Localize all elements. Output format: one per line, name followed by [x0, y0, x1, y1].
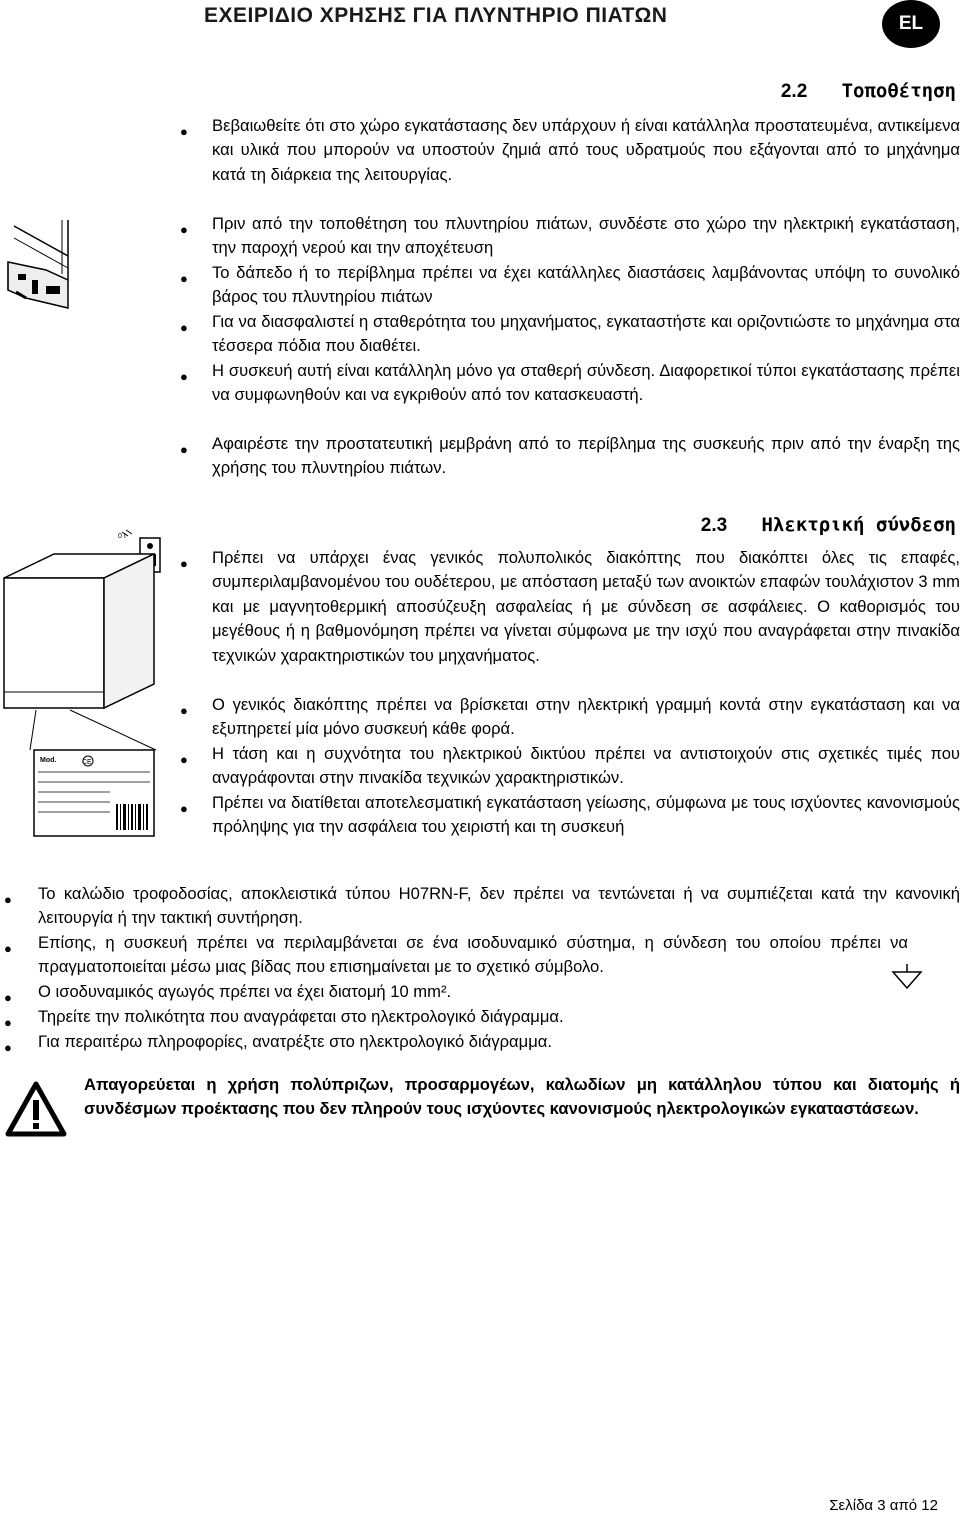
bullet-icon: ●	[180, 271, 188, 286]
installation-bullet-3: Το δάπεδο ή το περίβλημα πρέπει να έχει κατάλληλες διαστάσεις λαμβάνοντας υπόψη το συνολικό βάρος του πλυντηρίου πιάτων	[212, 263, 960, 307]
nameplate-model-label: Mod.	[40, 757, 57, 764]
section-heading-electrical	[701, 514, 956, 537]
barcode	[116, 804, 148, 830]
bullet-icon: ●	[180, 222, 188, 237]
document-title: ΕΧΕΙΡΙΔΙΟ ΧΡΗΣΗΣ ΓΙΑ ΠΛΥΝΤΗΡΙΟ ΠΙΑΤΩΝ	[204, 4, 668, 27]
machine-foot-illustration	[6, 210, 74, 320]
installation-bullet-5: Η συσκευή αυτή είναι κατάλληλη μόνο γα σταθερή σύνδεση. Διαφορετικοί τύποι εγκατάστασης πρέπει να συμφωνηθούν και να εγκριθούν από τον κατασκευαστή.	[212, 361, 960, 405]
section-number: 2.2	[780, 81, 808, 102]
bullet-icon: ●	[4, 990, 12, 1005]
bullet-icon: ●	[4, 892, 12, 907]
warning-text: Απαγορεύεται η χρήση πολύπριζων, προσαρμογέων, καλωδίων μη κατάλληλου τύπου και διατομής ή συνδέσμων προέκτασης που δεν πληρούν τους ισχύοντες κανονισμούς ηλεκτρολογικών εγκαταστάσεων.	[84, 1075, 960, 1119]
bullet-icon: ●	[4, 1015, 12, 1030]
bullet-icon: ●	[180, 752, 188, 767]
installation-bullet-6: Αφαιρέστε την προστατευτική μεμβράνη από το περίβλημα της συσκευής πριν από την έναρξη της χρήσης του πλυντηρίου πιάτων.	[212, 434, 960, 478]
fullwidth-bullet-1: Το καλώδιο τροφοδοσίας, αποκλειστικά τύπου H07RN-F, δεν πρέπει να τεντώνεται ή να συμπιέζεται κατά την κανονική λειτουργία ή την τακτική συντήρηση.	[38, 884, 960, 928]
installation-bullet-1: Βεβαιωθείτε ότι στο χώρο εγκατάστασης δεν υπάρχουν ή είναι κατάλληλα προστατευμένα, αντικείμενα και υλικά που μπορούν να υποστούν ζημιά από τους υδρατμούς που εξάγονται από το μηχάνημα κατά τη διάρκεια της λειτουργίας.	[212, 116, 960, 184]
section-title: Τοποθέτηση	[841, 80, 956, 102]
switch-symbol-label: 0 I	[118, 533, 126, 540]
warning-icon	[4, 1080, 68, 1138]
bullet-icon: ●	[4, 941, 12, 956]
electrical-bullet-3: Η τάση και η συχνότητα του ηλεκτρικού δικτύου πρέπει να αντιστοιχούν στις σχετικές τιμές που αναγράφονται στην πινακίδα τεχνικών χαρακτηριστικών.	[212, 744, 960, 788]
section-number: 2.3	[700, 515, 728, 536]
installation-bullet-4: Για να διασφαλιστεί η σταθερότητα του μηχανήματος, εγκαταστήστε και οριζοντιώστε το μηχάνημα στα τέσσερα πόδια που διαθέτει.	[212, 312, 960, 356]
language-badge: EL	[882, 0, 940, 48]
bullet-icon: ●	[180, 124, 188, 139]
bullet-icon: ●	[180, 801, 188, 816]
section-title: Ηλεκτρική σύνδεση	[761, 514, 956, 536]
page-number: Σελίδα 3 από 12	[829, 1497, 938, 1514]
fullwidth-bullet-4: Τηρείτε την πολικότητα που αναγράφεται στο ηλεκτρολογικό διάγραμμα.	[38, 1007, 564, 1026]
ce-mark-icon: CE	[82, 759, 92, 766]
fullwidth-bullet-2: Επίσης, η συσκευή πρέπει να περιλαμβάνεται σε ένα ισοδυναμικό σύστημα, η σύνδεση του οποίου πρέπει να πραγματοποιείται μέσω μιας βίδας που επισημαίνεται με το σχετικό σύμβολο.	[38, 933, 908, 977]
bullet-icon: ●	[180, 442, 188, 457]
fullwidth-bullet-5: Για περαιτέρω πληροφορίες, ανατρέξτε στο ηλεκτρολογικό διάγραμμα.	[38, 1032, 552, 1051]
electrical-bullet-1: Πρέπει να υπάρχει ένας γενικός πολυπολικός διακόπτης που διακόπτει όλες τις επαφές, συμπεριλαμβανομένου του ουδέτερου, με απόσταση μεταξύ των ανοικτών επαφών τουλάχιστον 3 mm και με μαγνητοθερμική αποσύζευξη ασφαλείας ή με σύνδεση σε ασφάλειες. Ο καθορισμός του μεγέθους ή η βαθμονόμηση πρέπει να γίνεται σύμφωνα με την ισχύ που αναγράφεται στην πινακίδα τεχνικών χαρακτηριστικών του μηχανήματος.	[212, 548, 960, 665]
bullet-icon: ●	[4, 1040, 12, 1055]
section-heading-installation	[781, 80, 956, 103]
bullet-icon: ●	[180, 369, 188, 384]
electrical-bullet-4: Πρέπει να διατίθεται αποτελεσματική εγκατάσταση γείωσης, σύμφωνα με τους ισχύοντες κανονισμούς πρόληψης για την ασφάλεια του χειριστή και τη συσκευή	[212, 793, 960, 837]
installation-bullet-2: Πριν από την τοποθέτηση του πλυντηρίου πιάτων, συνδέστε στο χώρο την ηλεκτρική εγκατάσταση, την παροχή νερού και την αποχέτευση	[212, 214, 960, 258]
electrical-bullet-2: Ο γενικός διακόπτης πρέπει να βρίσκεται στην ηλεκτρική γραμμή κοντά στην εγκατάσταση και να εξυπηρετεί μία μόνο συσκευή κάθε φορά.	[212, 695, 960, 739]
fullwidth-bullet-3: Ο ισοδυναμικός αγωγός πρέπει να έχει διατομή 10 mm².	[38, 982, 452, 1001]
bullet-icon: ●	[180, 320, 188, 335]
electrical-connection-illustration	[0, 524, 176, 854]
bullet-icon: ●	[180, 556, 188, 571]
bullet-icon: ●	[180, 703, 188, 718]
